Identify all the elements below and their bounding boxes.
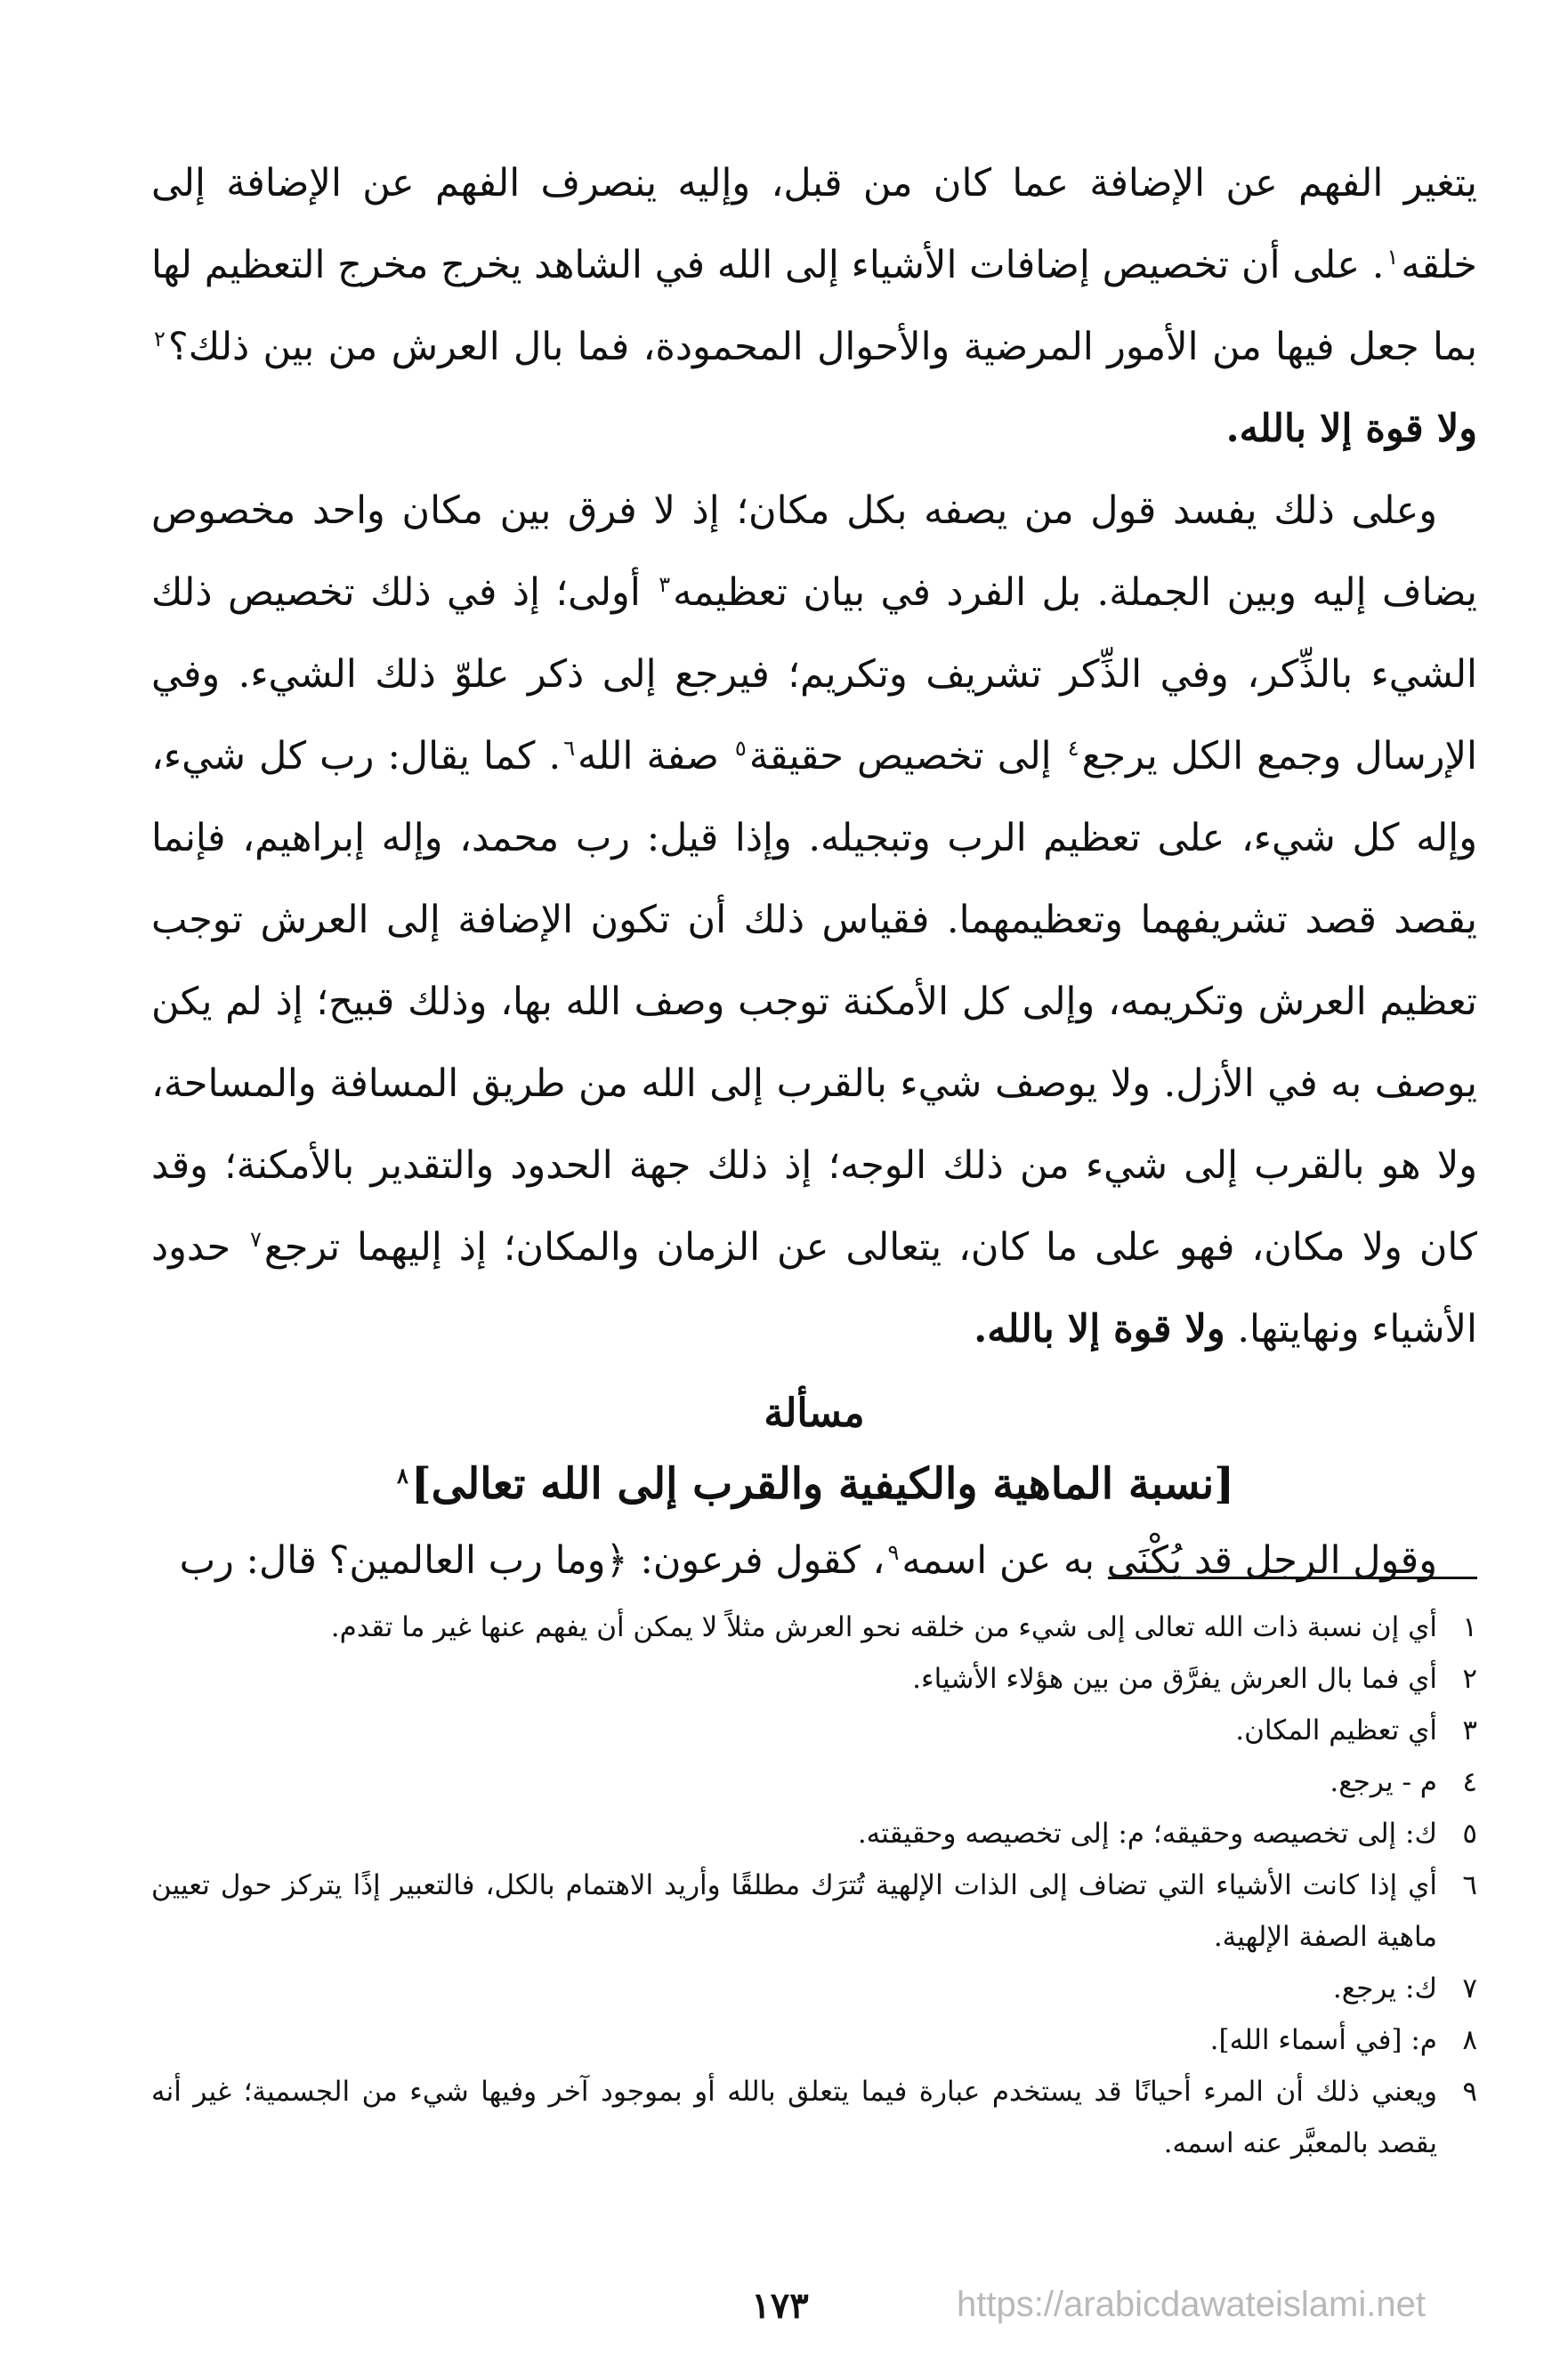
footnote-number: ٨ (1462, 2024, 1477, 2056)
main-text (151, 142, 1477, 1601)
footnote-marker: ٢ (154, 326, 166, 351)
footnote-marker: ٩ (887, 1539, 900, 1565)
formula-text: ولا قوة إلا بالله. (1225, 407, 1477, 451)
footnote-item (151, 2066, 1477, 2169)
text-run: حدود الأشياء ونهايتها. (151, 1225, 1477, 1351)
section-subtitle: [نسبة الماهية والكيفية والقرب إلى الله تعالى] (410, 1459, 1234, 1509)
footnote-number: ٣ (1462, 1714, 1477, 1747)
text-run: وعلى ذلك يفسد قول من يصفه بكل مكان؛ إذ لا فرق بين مكان واحد مخصوص يضاف إليه وبين الجملة. بل الفرد في بيان تعظيمه (151, 488, 1477, 615)
footnote-divider (1108, 1577, 1477, 1579)
footnote-text: أي تعظيم المكان. (1235, 1714, 1437, 1747)
footnote-text: أي إذا كانت الأشياء التي تضاف إلى الذات الإلهية تُترَك مطلقًا وأريد الاهتمام بالكل، فالتعبير إذًا يتركز حول تعيين ماهية الصفة الإلهية. (151, 1869, 1437, 1953)
paragraph-1 (151, 142, 1477, 470)
text-run: إلى تخصيص حقيقة (748, 734, 1065, 779)
footnote-marker: ٧ (250, 1226, 262, 1252)
paragraph-2 (151, 470, 1477, 1370)
paragraph-3 (151, 1520, 1477, 1601)
footnote-number: ٦ (1462, 1869, 1477, 1901)
footnote-text: ك: يرجع. (1332, 1973, 1437, 2005)
footnote-number: ٧ (1462, 1973, 1477, 2005)
footnote-text: ويعني ذلك أن المرء أحيانًا قد يستخدم عبارة فيما يتعلق بالله أو بموجود آخر وفيها شيء من الجسمية؛ غير أنه يقصد بالمعبَّر عنه اسمه. (151, 2076, 1437, 2159)
formula-text: ولا قوة إلا بالله. (974, 1307, 1225, 1351)
page-number: ١٧٣ (751, 2285, 809, 2327)
footnote-text: م: [في أسماء الله]. (1209, 2024, 1437, 2056)
footnotes (151, 1601, 1477, 2169)
footnote-text: ك: إلى تخصيصه وحقيقه؛ م: إلى تخصيصه وحقيقته. (857, 1818, 1437, 1850)
footnote-text: م - يرجع. (1330, 1766, 1437, 1798)
text-run: ، كقول فرعون: ﴿وما رب العالمين؟ قال: رب (179, 1538, 885, 1583)
text-run: . كما يقال: رب كل شيء، وإله كل شيء، على تعظيم الرب وتبجيله. وإذا قيل: رب محمد، وإله إبراهيم، فإنما يقصد قصد تشريفهما وتعظيمهما. فقياس ذلك أن تكون الإضافة إلى العرش توجب تعظيم العرش وتكريمه، وإلى كل الأمكنة توجب وصف الله بها، وذلك قبيح؛ إذ لم يكن يوصف به في الأزل. ولا يوصف شيء بالقرب إلى الله من طريق المسافة والمساحة، ولا هو بالقرب إلى شيء من ذلك الوجه؛ إذ ذلك جهة الحدود والتقدير بالأمكنة؛ وقد كان ولا مكان، فهو على ما كان، يتعالى عن الزمان والمكان؛ إذ إليهما ترجع (151, 734, 1478, 1270)
footnote-text: أي إن نسبة ذات الله تعالى إلى شيء من خلقه نحو العرش مثلاً لا يمكن أن يفهم عنها غير ما تقدم. (330, 1611, 1437, 1643)
footnote-item (151, 1601, 1477, 1653)
footnote-item (151, 1653, 1477, 1705)
footnote-marker: ٨ (397, 1463, 408, 1489)
footnote-item (151, 1808, 1477, 1860)
footnote-item (151, 1756, 1477, 1808)
text-run: وقول الرجل قد يُكْنَى به عن اسمه (901, 1538, 1437, 1583)
footnote-marker: ٤ (1067, 735, 1079, 761)
footnote-item (151, 1963, 1477, 2014)
footnote-number: ٤ (1462, 1766, 1477, 1798)
text-run: . على أن تخصيص إضافات الأشياء إلى الله في الشاهد يخرج مخرج التعظيم لها بما جعل فيها من الأمور المرضية والأحوال المحمودة، فما بال العرش من بين ذلك؟ (151, 243, 1477, 369)
footnote-marker: ٥ (734, 735, 747, 761)
text-run: أولى؛ إذ في ذلك تخصيص ذلك الشيء بالذِّكر، وفي الذِّكر تشريف وتكريم؛ فيرجع إلى ذكر علوّ ذلك الشيء. وفي الإرسال وجمع الكل يرجع (151, 570, 1477, 779)
text-run: يتغير الفهم عن الإضافة عما كان من قبل، وإليه ينصرف الفهم عن الإضافة إلى خلقه (151, 161, 1477, 287)
text-run: صفة الله (578, 734, 732, 779)
section-title: مسألة (764, 1391, 865, 1436)
footnote-marker: ١ (1386, 244, 1399, 270)
section-heading (151, 1379, 1477, 1520)
section-subtitle-line (151, 1448, 1477, 1520)
footnote-number: ٩ (1462, 2076, 1477, 2108)
footnote-marker: ٣ (659, 571, 671, 597)
footnote-item (151, 2014, 1477, 2066)
watermark-url: https://arabicdawateislami.net (957, 2285, 1426, 2324)
footnote-number: ٥ (1462, 1818, 1477, 1850)
footnote-number: ٢ (1462, 1663, 1477, 1695)
footnote-text: أي فما بال العرش يفرَّق من بين هؤلاء الأشياء. (912, 1663, 1437, 1695)
footnote-number: ١ (1462, 1611, 1477, 1643)
footnote-item (151, 1705, 1477, 1756)
footnote-marker: ٦ (563, 735, 576, 761)
footnote-item (151, 1860, 1477, 1963)
